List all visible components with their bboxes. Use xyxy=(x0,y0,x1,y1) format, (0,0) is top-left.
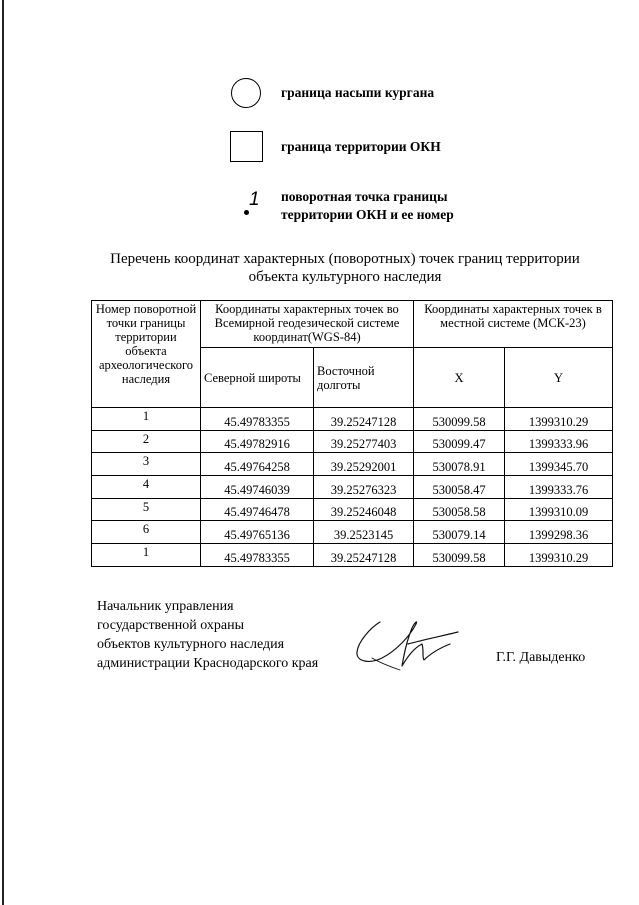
cell-x: 530099.58 xyxy=(414,408,505,431)
cell-longitude: 39.25276323 xyxy=(314,476,414,499)
cell-x: 530099.58 xyxy=(414,544,505,567)
legend-turning-point-text xyxy=(281,188,454,224)
legend-territory xyxy=(230,131,441,162)
header-local-group: Координаты характерных точек в местной системе (МСК-23) xyxy=(414,301,613,348)
signer-position-line4: администрации Краснодарского края xyxy=(97,656,319,671)
cell-longitude: 39.25246048 xyxy=(314,498,414,521)
header-latitude: Северной широты xyxy=(201,348,314,408)
legend-territory-label: граница территории ОКН xyxy=(281,138,441,154)
table-row xyxy=(92,408,613,431)
table-row xyxy=(92,544,613,567)
cell-point-number: 4 xyxy=(92,476,201,499)
cell-latitude: 45.49783355 xyxy=(201,408,314,431)
cell-longitude: 39.25247128 xyxy=(314,544,414,567)
cell-x: 530058.58 xyxy=(414,498,505,521)
signer-position-line3: объектов культурного наследия xyxy=(97,637,285,652)
cell-longitude: 39.25277403 xyxy=(314,430,414,453)
signer-block xyxy=(97,597,318,673)
legend-turning-point-line1: поворотная точка границы xyxy=(281,189,448,204)
cell-longitude: 39.25292001 xyxy=(314,453,414,476)
cell-latitude: 45.49782916 xyxy=(201,430,314,453)
signer-name: Г.Г. Давыденко xyxy=(496,650,586,665)
cell-point-number: 1 xyxy=(92,408,201,431)
territory-boundary-square-icon xyxy=(230,131,263,162)
cell-y: 1399310.09 xyxy=(505,498,613,521)
legend-mound xyxy=(231,78,434,108)
legend-mound-label: граница насыпи кургана xyxy=(281,85,435,100)
cell-latitude: 45.49765136 xyxy=(201,521,314,544)
table-row xyxy=(92,453,613,476)
cell-y: 1399333.76 xyxy=(505,476,613,499)
table-row xyxy=(92,521,613,544)
page-left-edge xyxy=(2,0,4,905)
legend-turning-point xyxy=(236,188,454,224)
cell-point-number: 1 xyxy=(92,544,201,567)
turning-point-number: 1 xyxy=(249,189,260,210)
turning-point-dot xyxy=(244,210,249,215)
cell-latitude: 45.49746039 xyxy=(201,476,314,499)
table-title-line1: Перечень координат характерных (поворотных) точек границ территории xyxy=(110,251,580,267)
table-row xyxy=(92,476,613,499)
cell-point-number: 2 xyxy=(92,430,201,453)
cell-point-number: 3 xyxy=(92,453,201,476)
turning-point-icon xyxy=(236,191,266,221)
cell-point-number: 5 xyxy=(92,498,201,521)
header-y: Y xyxy=(505,348,613,408)
signer-position-line1: Начальник управления xyxy=(97,599,234,614)
legend-turning-point-line2: территории ОКН и ее номер xyxy=(281,207,454,222)
cell-x: 530058.47 xyxy=(414,476,505,499)
table-row xyxy=(92,430,613,453)
header-x: X xyxy=(414,348,505,408)
cell-longitude: 39.25247128 xyxy=(314,408,414,431)
cell-y: 1399298.36 xyxy=(505,521,613,544)
cell-point-number: 6 xyxy=(92,521,201,544)
header-wgs-group: Координаты характерных точек во Всемирной геодезической системе координат(WGS-84) xyxy=(201,301,414,348)
cell-latitude: 45.49746478 xyxy=(201,498,314,521)
cell-longitude: 39.2523145 xyxy=(314,521,414,544)
table-title-line2: объекта культурного наследия xyxy=(248,269,442,285)
mound-boundary-circle-icon xyxy=(231,78,261,108)
cell-y: 1399333.96 xyxy=(505,430,613,453)
cell-latitude: 45.49764258 xyxy=(201,453,314,476)
cell-x: 530079.14 xyxy=(414,521,505,544)
signer-position-line2: государственной охраны xyxy=(97,618,245,633)
cell-x: 530099.47 xyxy=(414,430,505,453)
header-point-number: Номер поворотной точки границы территории объекта археологического наследия xyxy=(92,301,201,408)
header-longitude: Восточной долготы xyxy=(314,348,414,408)
cell-y: 1399310.29 xyxy=(505,544,613,567)
coordinates-table xyxy=(91,300,613,567)
cell-latitude: 45.49783355 xyxy=(201,544,314,567)
table-row xyxy=(92,498,613,521)
cell-y: 1399345.70 xyxy=(505,453,613,476)
handwritten-signature xyxy=(352,614,464,672)
cell-y: 1399310.29 xyxy=(505,408,613,431)
cell-x: 530078.91 xyxy=(414,453,505,476)
